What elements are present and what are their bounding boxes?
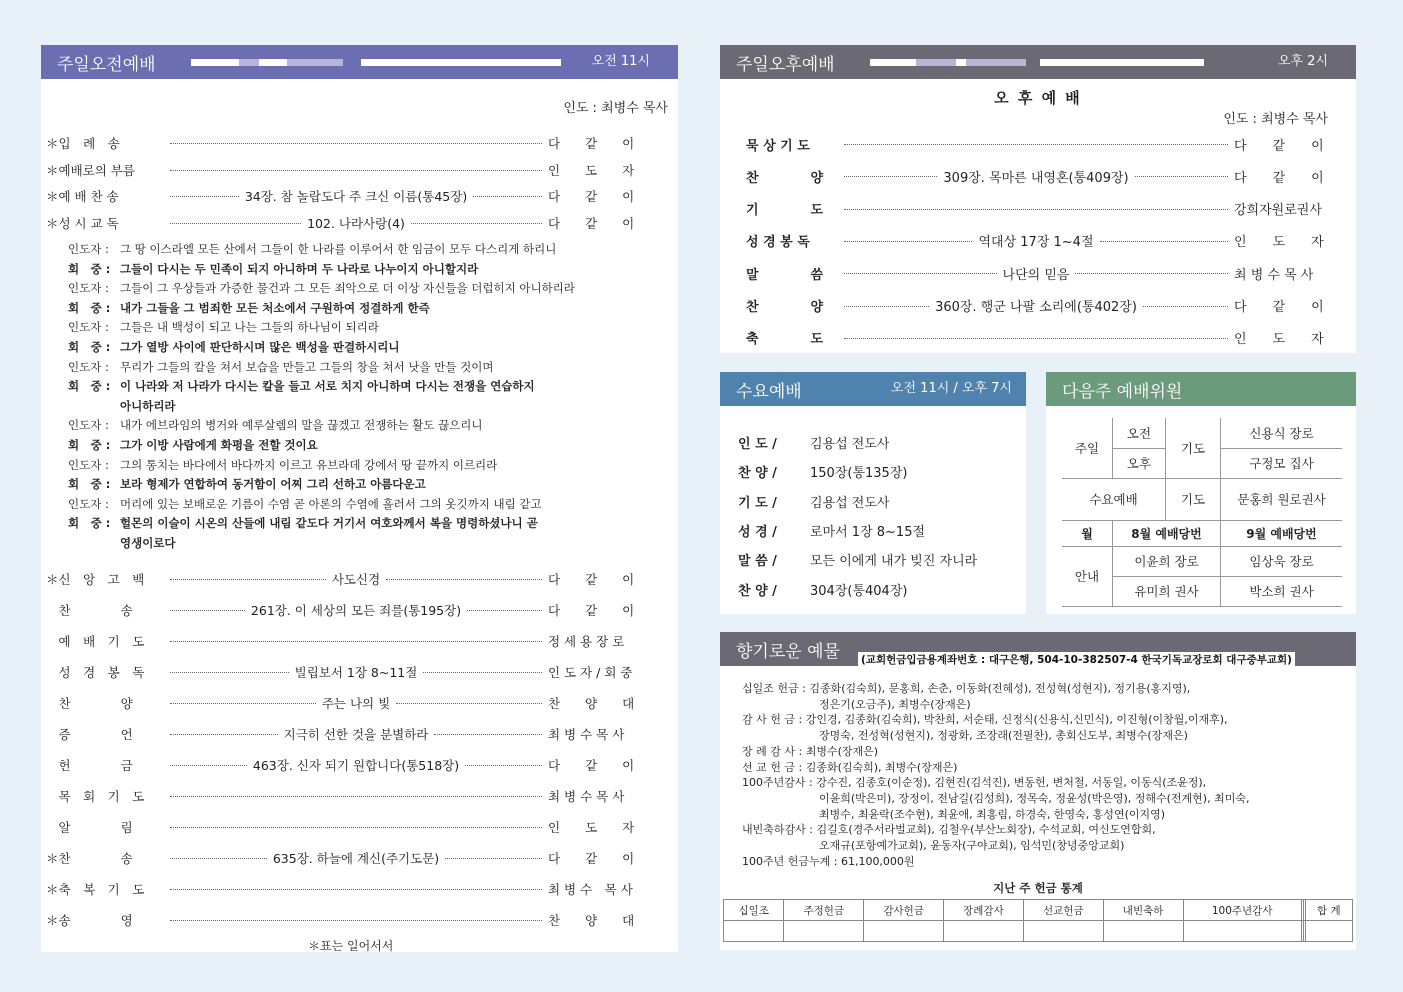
afternoon-leader: 인도 : 최병수 목사 [1223,112,1328,127]
order-person: 정 세 용 장 로 [548,634,625,649]
leader-dots [170,578,326,580]
order-row [46,186,668,206]
reading-text: 아니하리라 [120,398,176,413]
aug-header: 8월 예배당번 [1113,520,1221,546]
order-person: 최 병 수 목 사 [548,882,633,897]
order-row [46,600,668,620]
stats-header-cell: 장례감사 [944,900,1024,921]
leader-dots [445,857,542,859]
order-person: 최 병 수 목 사 [548,727,625,742]
standing-footnote: ＊표는 일어서서 [308,939,394,953]
order-person: 최 병 수 목 사 [548,789,625,804]
order-content: 309장. 목마른 내영혼(통409장) [943,170,1129,186]
offering-line: 최병수, 최윤락(조수현), 최윤애, 최홍림, 하경숙, 한영숙, 홍성연(이지영) [742,807,1166,821]
reading-text: 그들이 그 우상들과 가증한 물건과 그 모든 죄악으로 더 이상 자신들을 더럽히지 아니하리라 [120,281,575,296]
next-week-panel [1046,372,1356,614]
wednesday-label: 기 도 / [738,495,777,511]
order-person: 인 도 자 / 회 중 [548,665,633,680]
order-row [46,848,668,868]
responsive-line [68,377,668,397]
responsive-line [68,338,668,358]
morning-service-title: 주일오전예배 [57,54,156,75]
leader-dots [844,305,929,307]
speaker: 인도자 : [68,359,109,374]
leader-dots [844,240,972,242]
leader-dots [1100,240,1228,242]
wednesday-service-title: 수요예배 [736,381,802,402]
order-content: 사도신경 [331,572,381,587]
order-person: 다 같 이 [548,572,635,587]
guide-label: 안내 [1062,546,1113,606]
leader-dots [170,888,542,890]
leader-dots [844,175,937,177]
order-row [46,910,668,930]
wednesday-row [738,521,925,540]
responsive-line [68,358,668,378]
pm-label: 오후 [1113,448,1166,478]
morning-service-time: 오전 11시 [591,54,650,69]
stats-value-cell [1183,921,1301,942]
offering-line: 이윤희(박은미), 장정이, 전남길(김성희), 정목숙, 정윤성(박은영), 정해수(전계현), 최미숙, [742,791,1250,805]
offering-line: 십일조 헌금 : 김종화(김숙희), 문홍희, 손춘, 이동화(전혜성), 전성혁(성현지), 정기용(홍지영), [742,682,1191,695]
leader-dots [386,578,542,580]
wednesday-label: 찬 양 / [738,583,777,599]
wednesday-label: 찬 양 / [738,466,777,482]
stats-value-cell [1103,921,1183,942]
order-label: ＊예배로의 부름 [46,162,135,178]
order-row [46,755,668,775]
speaker: 회 중 : [68,379,111,394]
header-stripe [870,59,1204,66]
leader-dots [170,671,289,673]
order-row [46,693,668,713]
order-person: 다 같 이 [548,215,635,231]
reading-text: 헐몬의 이슬이 시온의 산들에 내림 같도다 거기서 여호와께서 복을 명령하셨나니 곧 [120,516,538,531]
responsive-line [68,456,668,476]
offering-line: 감 사 헌 금 : 강인경, 김종화(김숙희), 박찬희, 서순태, 신정식(신용식,신민식), 이진형(이창월,이재후), [742,713,1228,727]
offering-line: 100주년감사 : 강수진, 김종호(이순정), 김현진(김석진), 변동헌, 변처철, 서동일, 이동식(조윤정), [742,776,1207,790]
reading-text: 머리에 있는 보배로운 기름이 수염 곧 아론의 수염에 흘러서 그의 옷깃까지 내림 같고 [120,496,542,511]
order-label: 축 도 [746,332,824,348]
order-content: 역대상 17장 1~4절 [978,235,1094,251]
order-content: 635장. 하늘에 계신(주기도문) [272,851,440,866]
responsive-line [68,416,668,436]
stats-value-cell [864,921,944,942]
reading-text: 무리가 그들의 칼을 쳐서 보습을 만들고 그들의 창을 쳐서 낫을 만들 것이며 [120,359,494,374]
offering-line: 장명숙, 전성혁(성현지), 정광화, 조장래(전필찬), 총회신도부, 최병수(장재은) [742,729,1188,743]
leader-dots [170,795,542,797]
stats-header-cell: 감사헌금 [864,900,944,921]
speaker: 인도자 : [68,242,109,256]
leader-dots [844,208,1228,210]
order-row [746,296,1330,316]
leader-dots [170,826,542,828]
leader-dots [170,919,542,921]
wednesday-label: 인 도 / [738,437,777,452]
stats-header-cell: 내빈축하 [1103,900,1183,921]
leader-dots [170,702,316,704]
order-content: 261장. 이 세상의 모든 죄를(통195장) [250,603,462,618]
order-person: 다 같 이 [548,758,635,773]
leader-dots [473,195,542,197]
leader-dots [170,222,301,224]
order-label: ＊신 앙 고 백 [46,572,145,587]
order-row [46,724,668,744]
leader-dots [844,143,1228,145]
reading-text: 그 땅 이스라엘 모든 산에서 그들이 한 나라를 이루어서 한 임금이 모두 다스리게 하리니 [120,242,557,256]
order-label: 헌 금 [46,758,133,773]
order-content: 34장. 참 놀랍도다 주 크신 이름(통45장) [244,189,468,204]
leader-dots [411,222,542,224]
wed-prayer-label: 기도 [1166,478,1221,520]
afternoon-subtitle: 오 후 예 배 [994,89,1082,107]
order-row [46,662,668,682]
leader-dots [170,169,542,171]
offering-line: 장 례 감 사 : 최병수(장재은) [742,744,879,758]
order-content: 102. 나라사랑(4) [307,215,405,231]
order-person: 다 같 이 [548,603,635,618]
stats-header-cell: 합 계 [1305,900,1352,921]
wednesday-value: 304장(통404장) [810,583,908,599]
leader-dots [170,764,247,766]
sunday-label: 주일 [1062,418,1113,478]
stats-value-cell [724,921,784,942]
order-label: ＊성 시 교 독 [46,215,119,231]
responsive-line [68,495,668,515]
responsive-line [68,240,668,260]
order-content: 360장. 행군 나팔 소리에(통402장) [935,300,1137,315]
stats-header-cell: 십일조 [724,900,784,921]
wednesday-value: 모든 이에게 내가 빚진 자니라 [810,554,978,570]
order-person: 다 같 이 [1234,138,1324,154]
order-label: 예 배 기 도 [46,634,145,649]
wednesday-row [738,462,907,481]
order-row [46,213,668,233]
responsive-line [68,260,668,280]
leader-dots [170,640,542,642]
header-stripe [191,59,561,66]
aug-guide-2: 유미희 권사 [1113,576,1221,606]
order-row [46,631,668,651]
order-person: 인 도 자 [1234,332,1324,348]
order-row [46,569,668,589]
leader-dots [467,609,542,611]
stats-value-cell [784,921,864,942]
prayer-label: 기도 [1166,418,1221,478]
order-label: 찬 송 [46,603,133,618]
leader-dots [434,733,542,735]
speaker: 인도자 : [68,281,109,296]
next-week-header [1046,372,1356,406]
offering-line: 100주년 헌금누계 : 61,100,000원 [742,854,915,868]
order-content: 빌립보서 1장 8~11절 [294,665,418,680]
responsive-line [68,279,668,299]
order-label: ＊입 례 송 [46,136,120,151]
order-label: ＊예 배 찬 송 [46,189,119,204]
offering-account: (교회헌금입금용계좌번호 : 대구은행, 504-10-382507-4 한국기독교장로회 대구중부교회) [858,652,1295,667]
order-label: 성 경 봉 독 [746,235,810,251]
wednesday-value: 150장(통135장) [810,466,908,482]
order-content: 주는 나의 빛 [321,696,391,711]
reading-text: 내가 그들을 그 범죄한 모든 처소에서 구원하여 정결하게 한즉 [120,300,430,315]
order-row [46,879,668,899]
order-person: 다 같 이 [1234,300,1324,315]
leader-dots [844,272,997,274]
sep-header: 9월 예배당번 [1221,520,1343,546]
order-content: 463장. 신자 되기 원합니다(통518장) [252,758,460,773]
afternoon-service-time: 오후 2시 [1277,54,1328,69]
wednesday-label: 성 경 / [738,524,777,540]
wednesday-label: 수요예배 [1062,478,1166,520]
aug-guide-1: 이윤희 장로 [1113,546,1221,576]
speaker: 인도자 : [68,457,109,472]
order-label: 말 씀 [746,267,824,283]
order-content: 나단의 믿음 [1002,267,1070,283]
order-row [746,231,1330,251]
offering-line: 오재규(포항예가교회), 윤동자(구야교회), 임석민(창녕중앙교회) [742,839,1125,852]
reading-text: 그의 통치는 바다에서 바다까지 이르고 유브라데 강에서 땅 끝까지 이르리라 [120,457,498,472]
wednesday-service-header [720,372,1026,406]
stats-value-cell [944,921,1024,942]
order-person: 인 도 자 [1234,235,1324,251]
next-week-title: 다음주 예배위원 [1062,381,1183,402]
order-person: 인 도 자 [548,820,635,835]
next-week-table [1062,418,1342,607]
am-prayer-name: 신용식 장로 [1221,418,1343,448]
speaker: 회 중 : [68,261,111,276]
order-person: 찬 양 대 [548,913,635,928]
leader-dots [1075,272,1228,274]
reading-text: 보라 형제가 연합하여 동거함이 어찌 그리 선하고 아름다운고 [120,477,426,492]
speaker: 회 중 : [68,300,111,315]
order-row [746,134,1330,154]
order-content: 지극히 선한 것을 분별하라 [283,727,429,742]
order-row [746,263,1330,283]
order-row [46,160,668,180]
speaker: 회 중 : [68,516,111,531]
wednesday-row [738,433,889,452]
speaker: 회 중 : [68,438,111,452]
responsive-line [68,397,668,417]
stats-header-cell: 주정헌금 [784,900,864,921]
order-person: 다 같 이 [548,136,635,151]
reading-text: 그가 이방 사람에게 화평을 전할 것이요 [120,438,318,452]
wed-prayer-name: 문홍희 원로권사 [1221,478,1343,520]
speaker: 회 중 : [68,477,111,492]
order-label: ＊찬 송 [46,851,133,866]
order-row [746,166,1330,186]
am-label: 오전 [1113,418,1166,448]
order-person: 인 도 자 [548,162,635,178]
leader-dots [170,142,542,144]
offering-line: 선 교 헌 금 : 김종화(김숙희), 최병수(장재은) [742,760,958,774]
stats-header-cell: 선교헌금 [1023,900,1103,921]
reading-text: 그들은 내 백성이 되고 나는 그들의 하나님이 되리라 [120,320,379,335]
reading-text: 영생이로다 [120,536,176,550]
leader-dots [1143,305,1228,307]
responsive-line [68,514,668,534]
order-label: 증 언 [46,727,133,742]
leader-dots [170,195,239,197]
leader-dots [170,857,267,859]
stats-header-cell: 100주년감사 [1183,900,1301,921]
leader-dots [170,609,245,611]
order-person: 다 같 이 [548,189,635,204]
afternoon-service-header [720,45,1356,79]
leader-dots [396,702,542,704]
reading-text: 이 나라와 저 나라가 다시는 칼을 들고 서로 치지 아니하며 다시는 전쟁을 연습하지 [120,379,535,394]
month-label: 월 [1062,520,1113,546]
wednesday-value: 김용섭 전도사 [810,437,890,452]
stats-value-cell [1305,921,1352,942]
speaker: 인도자 : [68,418,109,433]
order-person: 최 병 수 목 사 [1234,267,1314,283]
leader-dots [465,764,542,766]
sep-guide-2: 박소희 권사 [1221,576,1343,606]
order-label: 찬 양 [46,696,133,711]
order-label: 찬 양 [746,170,824,186]
reading-text: 그가 열방 사이에 판단하시며 많은 백성을 판결하시리니 [120,340,400,354]
order-person: 다 같 이 [548,851,635,866]
responsive-line [68,436,668,456]
wednesday-label: 말 씀 / [738,554,777,570]
leader-dots [1135,175,1228,177]
order-person: 강희자원로권사 [1234,203,1322,219]
sep-guide-1: 임상욱 장로 [1221,546,1343,576]
responsive-line [68,475,668,495]
wednesday-row [738,580,907,599]
pm-prayer-name: 구정모 집사 [1221,448,1343,478]
order-row [46,817,668,837]
wednesday-service-time: 오전 11시 / 오후 7시 [890,381,1012,396]
stats-title: 지난 주 헌금 통계 [993,881,1083,895]
offering-line: 내빈축하감사 : 김길호(경주서라벌교회), 김철우(부산노회장), 수석교회, 여신도연합회, [742,823,1156,837]
order-label: 성 경 봉 독 [46,665,145,680]
order-label: ＊축 복 기 도 [46,882,145,897]
order-row [746,328,1330,348]
stats-value-cell [1023,921,1103,942]
offering-stats-table [723,899,1353,942]
responsive-line [68,299,668,319]
afternoon-service-title: 주일오후예배 [736,54,835,75]
speaker: 회 중 : [68,340,111,354]
leader-dots [423,671,542,673]
speaker: 인도자 : [68,496,109,511]
responsive-line [68,534,668,554]
leader-dots [844,337,1228,339]
order-person: 찬 양 대 [548,696,635,711]
order-label: 찬 양 [746,300,824,315]
order-label: 알 림 [46,820,133,835]
offering-title: 향기로운 예물 [736,641,840,662]
order-row [746,199,1330,219]
order-label: 기 도 [746,203,824,219]
responsive-line [68,318,668,338]
morning-leader: 인도 : 최병수 목사 [563,101,668,116]
wednesday-value: 로마서 1장 8~15절 [810,524,926,540]
order-row [46,786,668,806]
order-row [46,133,668,153]
wednesday-row [738,550,977,569]
offering-line: 정은기(오금주), 최병수(장재은) [742,697,971,711]
wednesday-row [738,492,889,511]
order-label: ＊송 영 [46,913,133,928]
morning-service-header [41,45,678,79]
order-person: 다 같 이 [1234,170,1324,186]
leader-dots [170,733,278,735]
reading-text: 그들이 다시는 두 민족이 되지 아니하며 두 나라로 나누이지 아니할지라 [120,261,479,276]
wednesday-value: 김용섭 전도사 [810,495,890,511]
order-label: 묵 상 기 도 [746,138,810,154]
speaker: 인도자 : [68,320,109,335]
order-label: 목 회 기 도 [46,789,145,804]
reading-text: 내가 에브라임의 병거와 예루살렘의 말을 끊겠고 전쟁하는 활도 끊으리니 [120,418,483,433]
